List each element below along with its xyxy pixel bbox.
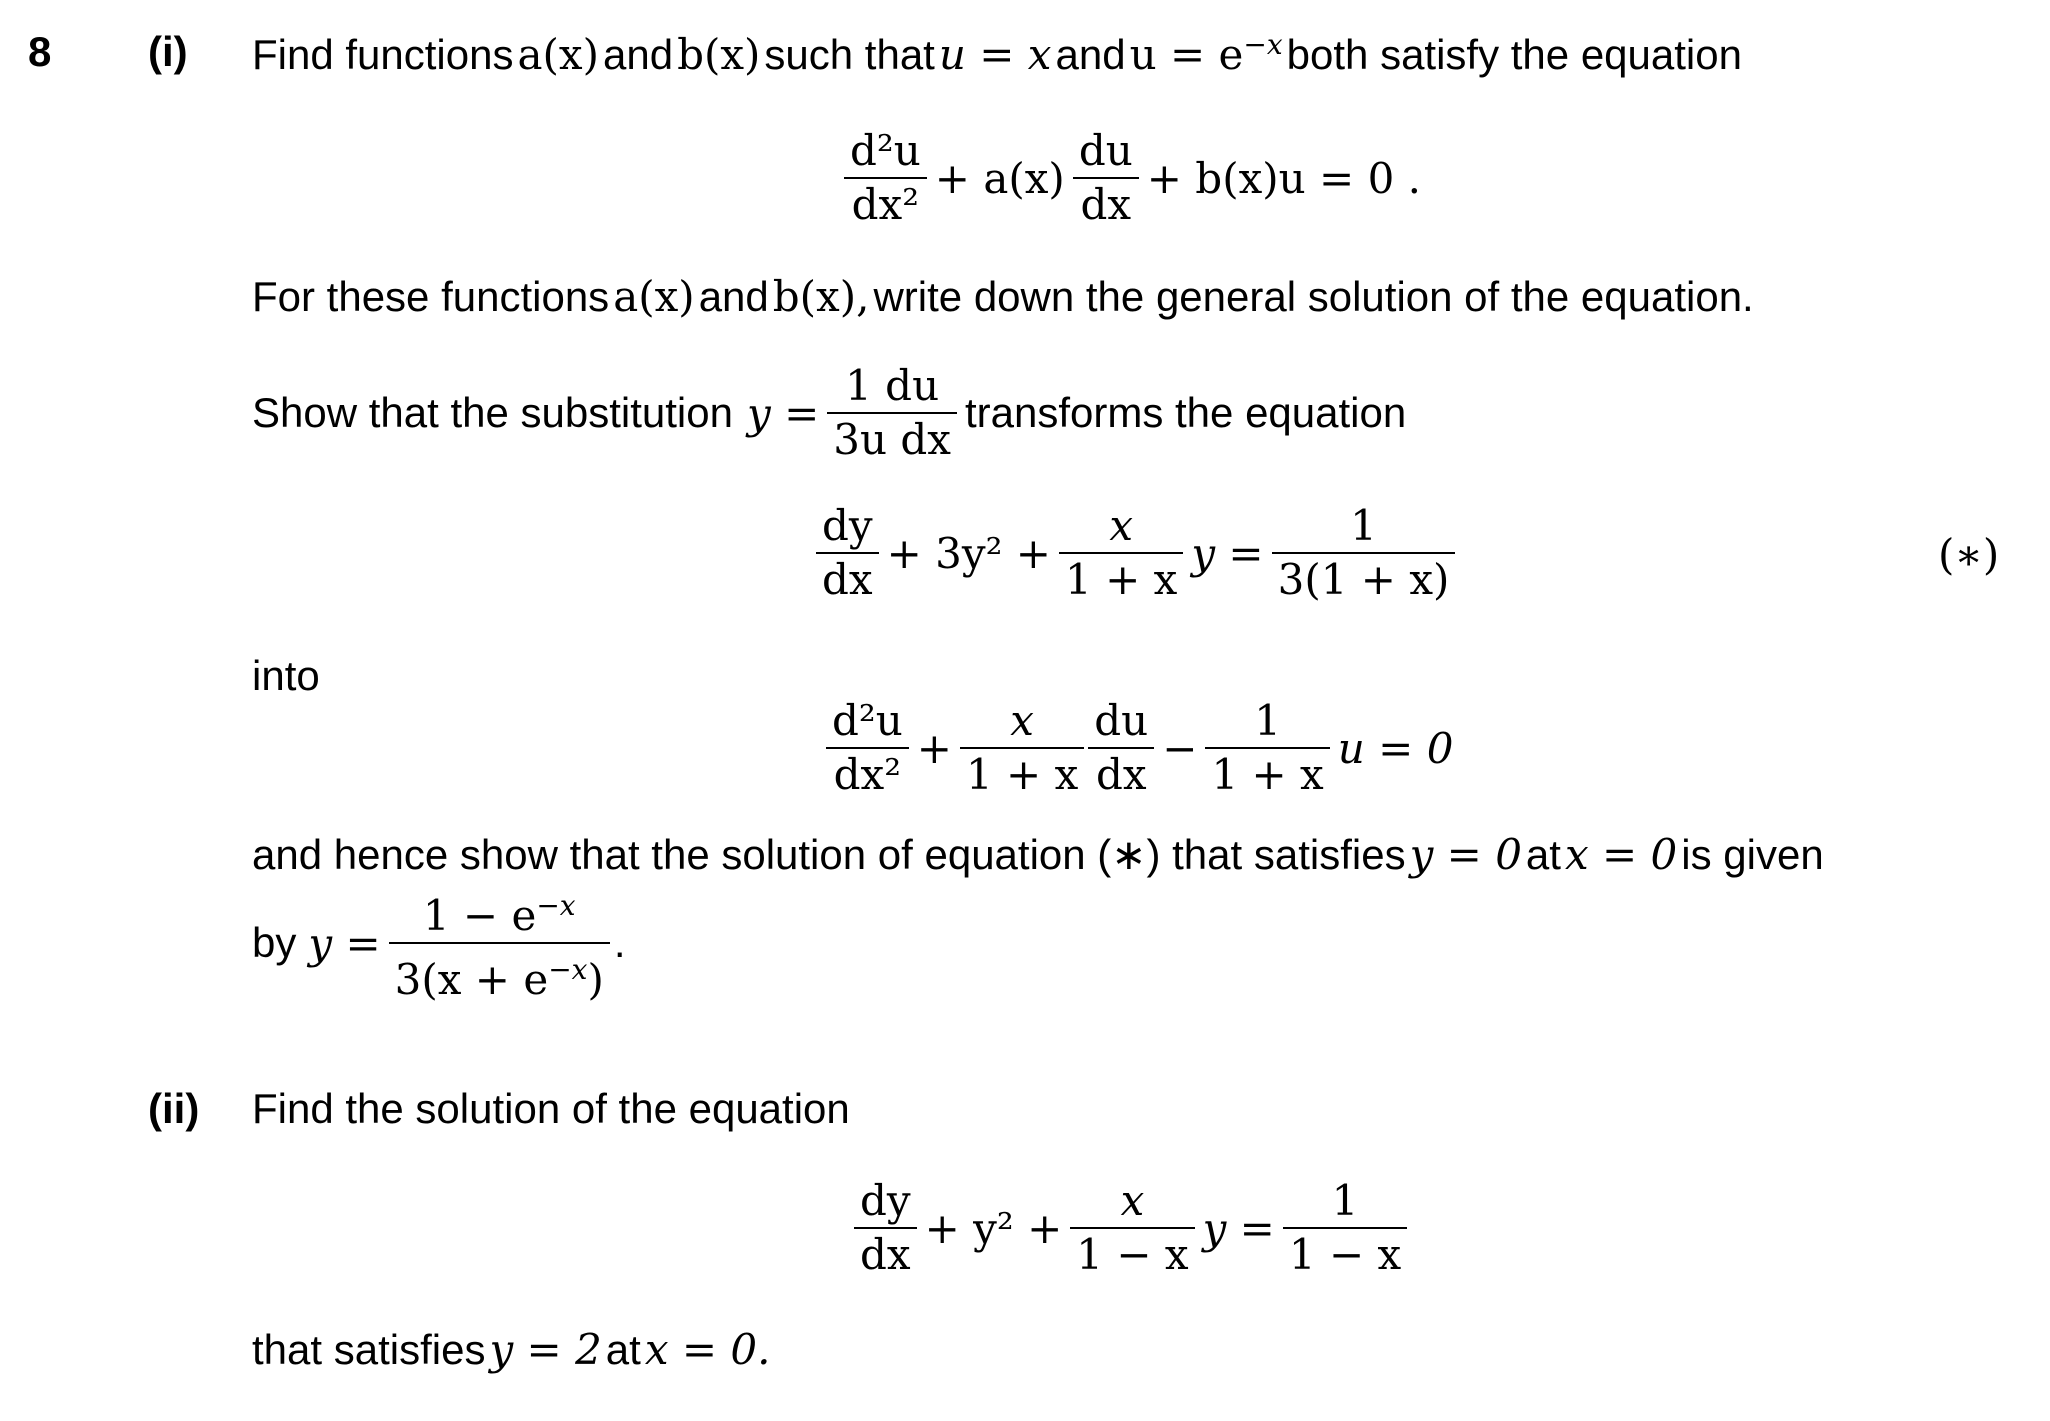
intro-text: Find functions bbox=[252, 31, 514, 78]
part-i-intro bbox=[252, 28, 1742, 79]
hence-line: and hence show that the solution of equation (∗) that satisfies y = 0 at x = 0 is given bbox=[252, 830, 1824, 879]
u-eq-e: $u = e^{-x}$ bbox=[1129, 28, 1283, 79]
substitution-line: Show that the substitution y = $\frac{1 du}{\text{3u dx}}$ transforms the equation bbox=[252, 361, 1407, 464]
equation-4: $\frac{dy}{dx}$ + y² + $\frac{x}{1 - x}$ y = $\frac{1}{1 - x}$ bbox=[850, 1175, 1411, 1281]
and-text-2: and bbox=[1055, 31, 1126, 78]
du-dx-fraction: $\frac{du}{dx}$ bbox=[1073, 125, 1139, 231]
part-i-label: (i) bbox=[148, 28, 188, 75]
such-that-text: such that bbox=[764, 31, 935, 78]
general-solution-line: For these functions a(x) and b(x), write down the general solution of the equation. bbox=[252, 272, 1754, 321]
equation-3: $\frac{\text{d²u}}{\text{dx²}}$ + $\frac{x}{1 + x}$ $\frac{du}{dx}$ − $\frac{1}{1 + x}$ u = 0 bbox=[822, 695, 1457, 801]
u-eq-x: u = x bbox=[938, 30, 1052, 79]
plus-b-term: + b(x)u = 0 . bbox=[1146, 153, 1422, 203]
part-ii-text: Find the solution of the equation bbox=[252, 1085, 850, 1132]
equation-1 bbox=[840, 125, 1425, 231]
and-text: and bbox=[602, 31, 674, 78]
part-ii-condition: that satisfies y = 2 at x = 0. bbox=[252, 1325, 771, 1374]
both-satisfy-text: both satisfy the equation bbox=[1286, 31, 1742, 78]
equation-star-label: (∗) bbox=[1938, 530, 2000, 579]
question-number: 8 bbox=[28, 28, 52, 75]
a-of-x: a(x) bbox=[517, 30, 599, 79]
plus-a-term: + a(x) bbox=[934, 153, 1065, 203]
b-of-x: b(x) bbox=[677, 30, 761, 79]
final-solution-line: by y = $\frac{1 - e^{-x}}{3(x + e^{-x})}$ . bbox=[252, 880, 630, 1006]
d2u-dx2-fraction: $\frac{\text{d²u}}{\text{dx²}}$ bbox=[844, 125, 927, 231]
into-text: into bbox=[252, 652, 320, 699]
final-solution-fraction: $\frac{1 - e^{-x}}{3(x + e^{-x})}$ bbox=[389, 880, 610, 1006]
equation-star: $\frac{dy}{dx}$ + 3y² + $\frac{x}{1 + x}$ y = $\frac{1}{3(1 + x)}$ bbox=[812, 500, 1459, 606]
part-ii-label: (ii) bbox=[148, 1085, 200, 1132]
substitution-fraction: $\frac{1 du}{\text{3u dx}}$ bbox=[827, 360, 957, 466]
